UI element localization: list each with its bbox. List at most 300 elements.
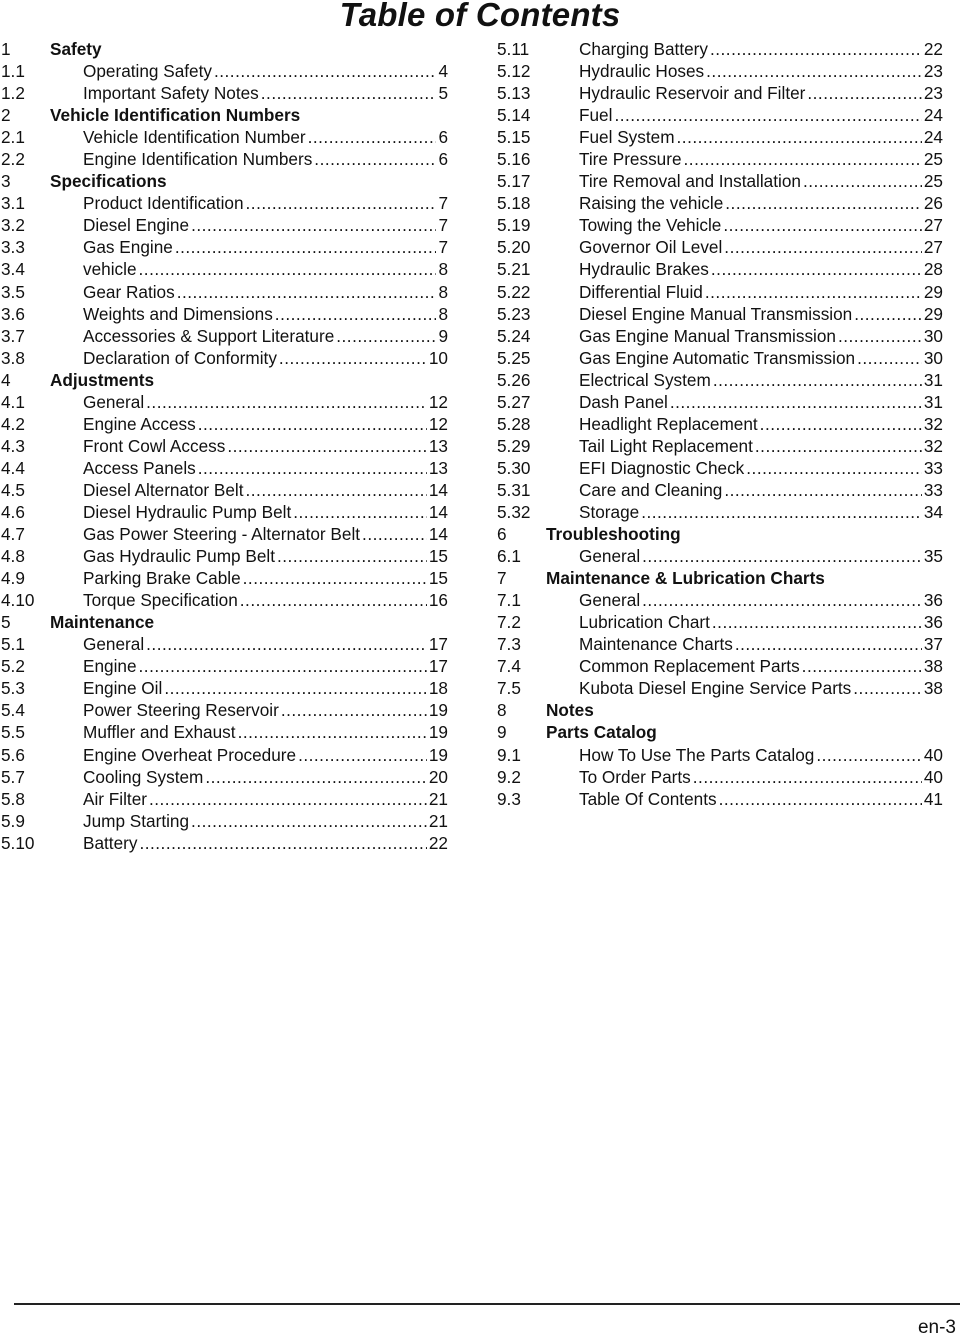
toc-entry[interactable] <box>497 413 943 435</box>
toc-entry[interactable] <box>1 699 448 721</box>
toc-column-left <box>1 38 448 854</box>
toc-page-number: 38 <box>923 656 943 677</box>
toc-entry[interactable] <box>1 148 448 170</box>
toc-section-number: 3.3 <box>1 237 25 258</box>
toc-dot-leader <box>816 744 922 766</box>
toc-section-number: 9 <box>497 722 507 743</box>
toc-entry[interactable] <box>1 810 448 832</box>
toc-page-number: 19 <box>428 722 448 743</box>
toc-section-number: 9.1 <box>497 744 521 765</box>
toc-section-title: Gas Engine Manual Transmission <box>579 325 836 346</box>
toc-page-number: 27 <box>923 237 943 258</box>
toc-section-number: 5.10 <box>1 832 35 853</box>
toc-page-number: 20 <box>428 766 448 787</box>
toc-chapter-heading <box>1 104 448 126</box>
toc-section-title: How To Use The Parts Catalog <box>579 744 815 765</box>
toc-section-title: Engine <box>83 656 137 677</box>
toc-section-number: 5.12 <box>497 61 531 82</box>
toc-page-number: 4 <box>438 61 448 82</box>
toc-page-number: 12 <box>428 413 448 434</box>
toc-section-number: 5.2 <box>1 656 25 677</box>
toc-section-title: Vehicle Identification Numbers <box>50 105 301 126</box>
toc-entry[interactable] <box>1 567 448 589</box>
toc-entry[interactable] <box>1 677 448 699</box>
toc-section-title: Tire Pressure <box>579 149 682 170</box>
toc-section-number: 3 <box>1 171 11 192</box>
toc-section-title: Specifications <box>50 171 167 192</box>
toc-entry[interactable] <box>1 523 448 545</box>
toc-section-title: To Order Parts <box>579 766 691 787</box>
toc-dot-leader <box>706 60 922 82</box>
toc-entry[interactable] <box>497 192 943 214</box>
toc-section-title: Gas Engine Automatic Transmission <box>579 347 856 368</box>
toc-section-title: Maintenance & Lubrication Charts <box>546 568 825 589</box>
toc-chapter-heading <box>497 721 943 743</box>
toc-section-number: 2.1 <box>1 127 25 148</box>
toc-entry[interactable] <box>497 258 943 280</box>
toc-entry[interactable] <box>1 766 448 788</box>
toc-entry[interactable] <box>497 148 943 170</box>
toc-page-number: 14 <box>428 524 448 545</box>
toc-page-number: 25 <box>923 149 943 170</box>
toc-section-title: Important Safety Notes <box>83 83 259 104</box>
toc-dot-leader <box>711 258 922 280</box>
toc-dot-leader <box>642 589 922 611</box>
toc-page-number: 22 <box>923 39 943 59</box>
toc-entry[interactable] <box>1 60 448 82</box>
toc-dot-leader <box>308 126 437 148</box>
toc-section-number: 4.10 <box>1 590 35 611</box>
toc-dot-leader <box>246 479 427 501</box>
toc-section-number: 5.6 <box>1 744 25 765</box>
toc-section-number: 5.26 <box>497 369 531 390</box>
toc-page-number: 29 <box>923 281 943 302</box>
toc-entry[interactable] <box>497 435 943 457</box>
toc-entry[interactable] <box>497 170 943 192</box>
toc-section-number: 5.21 <box>497 259 531 280</box>
toc-dot-leader <box>803 170 922 192</box>
toc-page-number: 15 <box>428 568 448 589</box>
toc-section-number: 5.28 <box>497 413 531 434</box>
toc-entry[interactable] <box>497 633 943 655</box>
toc-dot-leader <box>177 281 437 303</box>
toc-entry[interactable] <box>1 391 448 413</box>
toc-section-number: 7 <box>497 568 507 589</box>
toc-dot-leader <box>191 214 436 236</box>
toc-page-number: 37 <box>923 634 943 655</box>
toc-dot-leader <box>246 192 437 214</box>
toc-chapter-heading <box>497 523 943 545</box>
toc-entry[interactable] <box>497 281 943 303</box>
toc-section-number: 7.4 <box>497 656 521 677</box>
toc-dot-leader <box>240 589 427 611</box>
toc-section-title: Fuel System <box>579 127 675 148</box>
toc-section-title: Gas Power Steering - Alternator Belt <box>83 524 361 545</box>
toc-section-title: Engine Oil <box>83 678 163 699</box>
toc-section-number: 5.32 <box>497 501 531 522</box>
toc-section-number: 5.23 <box>497 303 531 324</box>
toc-section-number: 4.9 <box>1 568 25 589</box>
toc-dot-leader <box>713 369 922 391</box>
toc-section-number: 4.8 <box>1 546 25 567</box>
toc-section-number: 5.22 <box>497 281 531 302</box>
toc-section-number: 5.8 <box>1 788 25 809</box>
toc-section-title: Safety <box>50 39 102 59</box>
toc-page-number: 13 <box>428 435 448 456</box>
toc-section-title: Maintenance Charts <box>579 634 733 655</box>
toc-section-title: Engine Overheat Procedure <box>83 744 297 765</box>
toc-entry[interactable] <box>497 479 943 501</box>
toc-entry[interactable] <box>1 721 448 743</box>
toc-entry[interactable] <box>497 589 943 611</box>
toc-section-number: 5.20 <box>497 237 531 258</box>
toc-dot-leader <box>149 788 427 810</box>
toc-section-number: 9.3 <box>497 788 521 809</box>
toc-page-number: 17 <box>428 634 448 655</box>
page-title: Table of Contents <box>339 0 621 33</box>
toc-entry[interactable] <box>497 126 943 148</box>
toc-entry[interactable] <box>497 655 943 677</box>
toc-section-title: Air Filter <box>83 788 147 809</box>
toc-section-title: Hydraulic Brakes <box>579 259 709 280</box>
page-number: en-3 <box>917 1317 956 1338</box>
toc-page-number: 16 <box>428 590 448 611</box>
toc-entry[interactable] <box>1 832 448 854</box>
toc-dot-leader <box>238 721 427 743</box>
toc-section-number: 3.6 <box>1 303 25 324</box>
toc-section-title: Common Replacement Parts <box>579 656 800 677</box>
toc-section-title: Parts Catalog <box>546 722 657 743</box>
toc-dot-leader <box>760 413 922 435</box>
toc-page-number: 21 <box>428 810 448 831</box>
toc-dot-leader <box>807 82 922 104</box>
toc-entry[interactable] <box>1 325 448 347</box>
toc-page-number: 23 <box>923 61 943 82</box>
toc-section-title: Diesel Engine <box>83 215 190 236</box>
toc-section-title: Declaration of Conformity <box>83 347 277 368</box>
toc-section-title: Gas Engine <box>83 237 173 258</box>
toc-dot-leader <box>139 655 427 677</box>
toc-section-number: 1.2 <box>1 83 25 104</box>
toc-entry[interactable] <box>497 325 943 347</box>
toc-dot-leader <box>139 832 426 854</box>
toc-section-number: 5.29 <box>497 435 531 456</box>
toc-page-number: 7 <box>438 215 448 236</box>
toc-page-number: 14 <box>428 479 448 500</box>
toc-dot-leader <box>705 281 922 303</box>
toc-section-title: Cooling System <box>83 766 204 787</box>
toc-column-right <box>497 38 943 810</box>
toc-dot-leader <box>641 501 922 523</box>
toc-page-number: 9 <box>438 325 448 346</box>
toc-section-number: 5.25 <box>497 347 531 368</box>
toc-entry[interactable] <box>497 391 943 413</box>
toc-section-number: 4.4 <box>1 457 25 478</box>
toc-page-number: 33 <box>923 479 943 500</box>
toc-section-number: 4.3 <box>1 435 25 456</box>
toc-page-number: 31 <box>923 369 943 390</box>
toc-chapter-heading <box>497 699 943 721</box>
toc-entry[interactable] <box>497 457 943 479</box>
toc-entry[interactable] <box>1 633 448 655</box>
toc-dot-leader <box>838 325 922 347</box>
toc-entry[interactable] <box>497 236 943 258</box>
toc-section-title: Engine Identification Numbers <box>83 149 313 170</box>
toc-dot-leader <box>146 633 427 655</box>
toc-section-title: General <box>579 590 641 611</box>
toc-page-number: 19 <box>428 744 448 765</box>
toc-entry[interactable] <box>1 192 448 214</box>
toc-page-number: 13 <box>428 457 448 478</box>
toc-entry[interactable] <box>1 347 448 369</box>
toc-page-number: 31 <box>923 391 943 412</box>
toc-entry[interactable] <box>497 677 943 699</box>
toc-chapter-heading <box>1 38 448 60</box>
toc-section-title: Gas Hydraulic Pump Belt <box>83 546 275 567</box>
toc-page-number: 32 <box>923 413 943 434</box>
toc-dot-leader <box>857 347 922 369</box>
toc-section-number: 4.2 <box>1 413 25 434</box>
toc-section-number: 5.5 <box>1 722 25 743</box>
toc-dot-leader <box>719 788 922 810</box>
toc-section-number: 2 <box>1 105 11 126</box>
toc-entry[interactable] <box>1 214 448 236</box>
toc-page-number: 27 <box>923 215 943 236</box>
toc-entry[interactable] <box>497 38 943 60</box>
toc-dot-leader <box>298 744 427 766</box>
toc-entry[interactable] <box>497 347 943 369</box>
toc-page-number: 21 <box>428 788 448 809</box>
toc-section-title: Access Panels <box>83 457 196 478</box>
toc-page-number: 24 <box>923 127 943 148</box>
toc-page-number: 35 <box>923 546 943 567</box>
toc-section-number: 5.11 <box>497 39 530 59</box>
toc-section-number: 2.2 <box>1 149 25 170</box>
toc-section-title: Adjustments <box>50 369 155 390</box>
toc-dot-leader <box>755 435 922 457</box>
toc-dot-leader <box>723 214 922 236</box>
toc-page-number: 14 <box>428 501 448 522</box>
toc-section-title: Hydraulic Reservoir and Filter <box>579 83 806 104</box>
toc-entry[interactable] <box>497 501 943 523</box>
toc-section-title: General <box>83 634 145 655</box>
toc-dot-leader <box>362 523 427 545</box>
toc-section-title: Kubota Diesel Engine Service Parts <box>579 678 852 699</box>
toc-section-number: 1.1 <box>1 61 25 82</box>
toc-dot-leader <box>261 82 437 104</box>
toc-dot-leader <box>725 192 922 214</box>
toc-section-title: Engine Access <box>83 413 196 434</box>
toc-section-title: Diesel Engine Manual Transmission <box>579 303 853 324</box>
toc-entry[interactable] <box>1 281 448 303</box>
toc-entry[interactable] <box>497 82 943 104</box>
toc-entry[interactable] <box>1 655 448 677</box>
toc-dot-leader <box>243 567 427 589</box>
toc-page-number: 33 <box>923 457 943 478</box>
toc-section-title: vehicle <box>83 259 137 280</box>
toc-section-number: 4.5 <box>1 479 25 500</box>
toc-section-title: Operating Safety <box>83 61 212 82</box>
toc-dot-leader <box>712 611 922 633</box>
toc-section-number: 5.18 <box>497 193 531 214</box>
toc-section-number: 1 <box>1 39 11 59</box>
toc-page-number: 10 <box>428 347 448 368</box>
toc-entry[interactable] <box>1 303 448 325</box>
toc-section-title: Battery <box>83 832 138 853</box>
toc-section-number: 3.4 <box>1 259 25 280</box>
toc-section-number: 9.2 <box>497 766 521 787</box>
toc-section-number: 5.30 <box>497 457 531 478</box>
toc-section-title: Product Identification <box>83 193 244 214</box>
toc-section-number: 7.3 <box>497 634 521 655</box>
toc-entry[interactable] <box>497 214 943 236</box>
toc-entry[interactable] <box>1 457 448 479</box>
toc-section-title: Notes <box>546 700 594 721</box>
toc-dot-leader <box>146 391 427 413</box>
toc-section-title: Dash Panel <box>579 391 668 412</box>
toc-page-number: 18 <box>428 678 448 699</box>
toc-page-number: 25 <box>923 171 943 192</box>
toc-section-number: 4.6 <box>1 501 25 522</box>
toc-page-number: 24 <box>923 105 943 126</box>
toc-entry[interactable] <box>1 258 448 280</box>
toc-entry[interactable] <box>497 60 943 82</box>
toc-dot-leader <box>279 347 427 369</box>
toc-section-number: 5.3 <box>1 678 25 699</box>
toc-page-number: 41 <box>923 788 943 809</box>
toc-entry[interactable] <box>1 236 448 258</box>
toc-section-number: 3.7 <box>1 325 25 346</box>
toc-section-number: 5.15 <box>497 127 531 148</box>
toc-section-number: 3.8 <box>1 347 25 368</box>
toc-section-number: 8 <box>497 700 507 721</box>
toc-page-number: 7 <box>438 193 448 214</box>
toc-entry[interactable] <box>1 413 448 435</box>
toc-entry[interactable] <box>497 104 943 126</box>
toc-section-number: 3.2 <box>1 215 25 236</box>
toc-entry[interactable] <box>497 545 943 567</box>
toc-dot-leader <box>198 413 427 435</box>
toc-section-number: 3.5 <box>1 281 25 302</box>
toc-page-number: 38 <box>923 678 943 699</box>
toc-page-number: 17 <box>428 656 448 677</box>
toc-entry[interactable] <box>1 435 448 457</box>
toc-page-number: 8 <box>438 303 448 324</box>
toc-section-number: 4.7 <box>1 524 25 545</box>
toc-section-title: Troubleshooting <box>546 524 681 545</box>
toc-page-number: 15 <box>428 546 448 567</box>
toc-section-title: Raising the vehicle <box>579 193 724 214</box>
toc-entry[interactable] <box>1 744 448 766</box>
toc-page-number: 34 <box>923 501 943 522</box>
toc-section-title: Jump Starting <box>83 810 190 831</box>
toc-dot-leader <box>642 545 922 567</box>
toc-section-title: Electrical System <box>579 369 711 390</box>
toc-entry[interactable] <box>497 303 943 325</box>
toc-entry[interactable] <box>497 611 943 633</box>
toc-section-number: 7.5 <box>497 678 521 699</box>
toc-section-number: 3.1 <box>1 193 25 214</box>
toc-section-title: Muffler and Exhaust <box>83 722 236 743</box>
toc-page-number: 32 <box>923 435 943 456</box>
toc-page-number: 12 <box>428 391 448 412</box>
toc-page-number: 23 <box>923 83 943 104</box>
toc-dot-leader <box>214 60 436 82</box>
toc-section-number: 5.16 <box>497 149 531 170</box>
toc-entry[interactable] <box>1 545 448 567</box>
toc-dot-leader <box>198 457 427 479</box>
toc-section-title: Headlight Replacement <box>579 413 758 434</box>
toc-entry[interactable] <box>1 82 448 104</box>
toc-section-title: Power Steering Reservoir <box>83 700 279 721</box>
toc-page-number: 30 <box>923 347 943 368</box>
toc-section-title: Parking Brake Cable <box>83 568 241 589</box>
toc-section-number: 6.1 <box>497 546 521 567</box>
toc-chapter-heading <box>1 611 448 633</box>
toc-section-number: 5.1 <box>1 634 25 655</box>
toc-section-number: 5.19 <box>497 215 531 236</box>
toc-section-title: Front Cowl Access <box>83 435 226 456</box>
toc-page-number: 36 <box>923 590 943 611</box>
toc-dot-leader <box>227 435 427 457</box>
footer-divider <box>14 1303 960 1305</box>
toc-section-title: Hydraulic Hoses <box>579 61 705 82</box>
toc-entry[interactable] <box>1 479 448 501</box>
toc-page-number: 7 <box>438 237 448 258</box>
toc-section-number: 5.17 <box>497 171 531 192</box>
toc-entry[interactable] <box>497 369 943 391</box>
toc-page-number: 8 <box>438 259 448 280</box>
toc-section-title: Gear Ratios <box>83 281 175 302</box>
toc-entry[interactable] <box>497 766 943 788</box>
toc-page-number: 40 <box>923 766 943 787</box>
toc-dot-leader <box>191 810 427 832</box>
toc-dot-leader <box>710 38 922 60</box>
toc-dot-leader <box>735 633 922 655</box>
toc-section-number: 7.2 <box>497 612 521 633</box>
toc-page-number: 5 <box>438 83 448 104</box>
toc-section-title: EFI Diagnostic Check <box>579 457 745 478</box>
toc-dot-leader <box>677 126 922 148</box>
toc-entry[interactable] <box>1 788 448 810</box>
toc-entry[interactable] <box>1 589 448 611</box>
toc-page-number: 40 <box>923 744 943 765</box>
toc-page-number: 8 <box>438 281 448 302</box>
toc-section-title: Accessories & Support Literature <box>83 325 335 346</box>
toc-section-number: 5.7 <box>1 766 25 787</box>
toc-entry[interactable] <box>497 788 943 810</box>
toc-dot-leader <box>175 236 437 258</box>
toc-section-title: Weights and Dimensions <box>83 303 273 324</box>
toc-dot-leader <box>277 545 427 567</box>
toc-section-title: General <box>83 391 145 412</box>
toc-dot-leader <box>724 236 922 258</box>
toc-section-title: Differential Fluid <box>579 281 703 302</box>
toc-dot-leader <box>854 303 922 325</box>
toc-section-number: 7.1 <box>497 590 521 611</box>
toc-page-number: 6 <box>438 127 448 148</box>
toc-entry[interactable] <box>1 126 448 148</box>
toc-entry[interactable] <box>497 744 943 766</box>
toc-entry[interactable] <box>1 501 448 523</box>
toc-section-title: Diesel Hydraulic Pump Belt <box>83 501 292 522</box>
toc-page-number: 36 <box>923 612 943 633</box>
toc-section-number: 6 <box>497 524 507 545</box>
toc-section-number: 5.9 <box>1 810 25 831</box>
toc-section-number: 5.24 <box>497 325 531 346</box>
toc-dot-leader <box>724 479 922 501</box>
toc-chapter-heading <box>1 170 448 192</box>
